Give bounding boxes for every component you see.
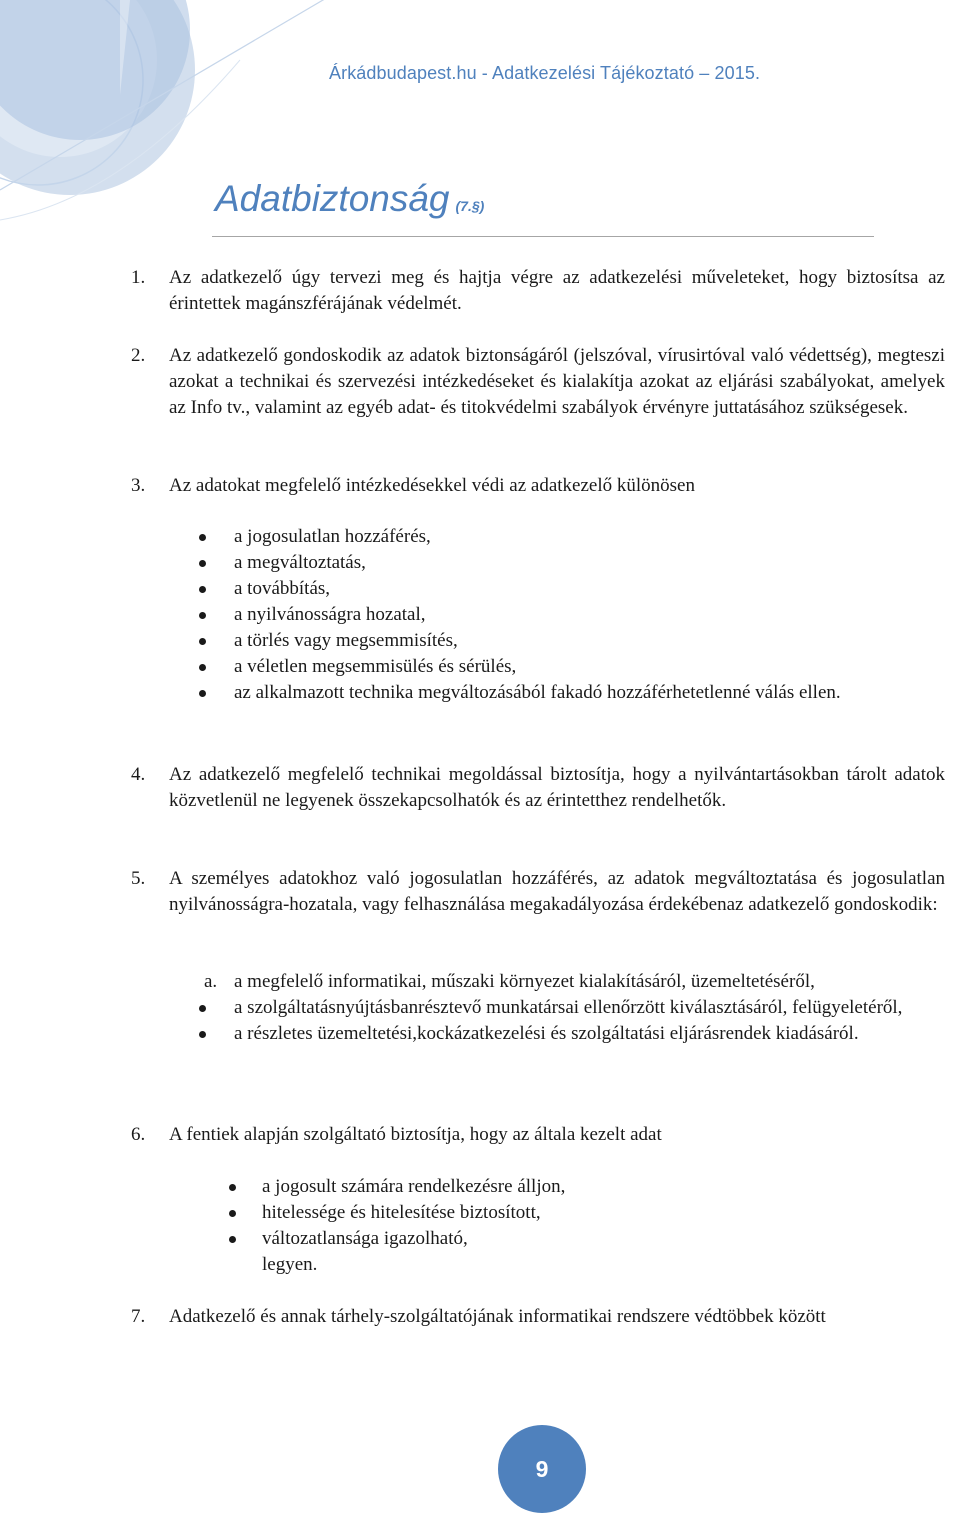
item-number-7: 7. xyxy=(131,1306,146,1327)
item-text-6: A fentiek alapján szolgáltató biztosítja, hogy az általa kezelt adat xyxy=(169,1124,662,1145)
item-number-6: 6. xyxy=(131,1124,146,1145)
section-title xyxy=(215,178,484,220)
item-number-4: 4. xyxy=(131,764,146,785)
list-item: a részletes üzemeltetési,kockázatkezelési és szolgáltatási eljárásrendek kiadásáról. xyxy=(234,1021,945,1047)
bullet-dot xyxy=(199,534,206,541)
bullet-dot xyxy=(229,1210,236,1217)
list-letter: a. xyxy=(204,971,218,992)
item-text-2: Az adatkezelő gondoskodik az adatok biztonságáról (jelszóval, vírusirtóval való védettség), megteszi azokat a technikai és szervezési intézkedéseket és kialakítja azokat az eljárási szabályokat, amelyek az Info tv., valamint az egyéb adat- és titokvédelmi szabályok érvényre juttatásához szükségesek. xyxy=(169,345,945,418)
list-item: a jogosulatlan hozzáférés, xyxy=(234,524,945,550)
list-item: a véletlen megsemmisülés és sérülés, xyxy=(234,654,945,680)
title-main: Adatbiztonság xyxy=(215,178,450,219)
list-item: változatlansága igazolható, xyxy=(262,1226,945,1252)
bullet-dot xyxy=(199,1031,206,1038)
list-item: hitelessége és hitelesítése biztosított, xyxy=(262,1200,945,1226)
item-text-3: Az adatokat megfelelő intézkedésekkel védi az adatkezelő különösen xyxy=(169,475,695,496)
list-item: az alkalmazott technika megváltozásából fakadó hozzáférhetetlenné válás ellen. xyxy=(234,680,945,706)
bullet-dot xyxy=(199,560,206,567)
list-item: a törlés vagy megsemmisítés, xyxy=(234,628,945,654)
item-text-1: Az adatkezelő úgy tervezi meg és hajtja végre az adatkezelési műveleteket, hogy biztosítsa az érintettek magánszférájának védelmét. xyxy=(169,267,945,314)
list-item-trailing: legyen. xyxy=(262,1254,318,1275)
list-item: a jogosult számára rendelkezésre álljon, xyxy=(262,1174,945,1200)
bullet-dot xyxy=(199,664,206,671)
item-3-bullet-list xyxy=(234,524,945,706)
bullet-dot xyxy=(199,638,206,645)
list-item: a megváltoztatás, xyxy=(234,550,945,576)
bullet-dot xyxy=(199,690,206,697)
list-item: a továbbítás, xyxy=(234,576,945,602)
bullet-dot xyxy=(229,1236,236,1243)
item-text-7: Adatkezelő és annak tárhely-szolgáltatójának informatikai rendszere védtöbbek között xyxy=(169,1306,826,1327)
item-5-bullet-list xyxy=(204,969,945,1047)
title-underline xyxy=(212,236,874,237)
item-text-4: Az adatkezelő megfelelő technikai megoldással biztosítja, hogy a nyilvántartásokban tárolt adatok közvetlenül ne legyenek összekapcsolhatók és az érintetthez rendelhetők. xyxy=(169,764,945,811)
item-text-5: A személyes adatokhoz való jogosulatlan hozzáférés, az adatok megváltoztatása és jogosulatlan nyilvánosságra-hozatala, vagy felhasználása megakadályozása érdekébenaz adatkezelő gondoskodik: xyxy=(169,868,945,915)
list-item: a. a megfelelő informatikai, műszaki környezet kialakításáról, üzemeltetéséről, xyxy=(234,969,945,995)
list-item: a szolgáltatásnyújtásbanrésztevő munkatársai ellenőrzött kiválasztásáról, felügyeletéről, xyxy=(234,995,945,1021)
page-number-badge: 9 xyxy=(498,1425,586,1513)
bullet-dot xyxy=(229,1184,236,1191)
bullet-dot xyxy=(199,1005,206,1012)
item-number-2: 2. xyxy=(131,345,146,366)
header-title: Árkádbudapest.hu - Adatkezelési Tájékoztató – 2015. xyxy=(329,63,761,83)
item-number-1: 1. xyxy=(131,267,146,288)
item-6-bullet-list xyxy=(262,1174,945,1278)
item-number-3: 3. xyxy=(131,475,146,496)
bullet-dot xyxy=(199,612,206,619)
item-number-5: 5. xyxy=(131,868,146,889)
bullet-dot xyxy=(199,586,206,593)
list-item: a nyilvánosságra hozatal, xyxy=(234,602,945,628)
title-section-ref: (7.§) xyxy=(455,198,485,214)
